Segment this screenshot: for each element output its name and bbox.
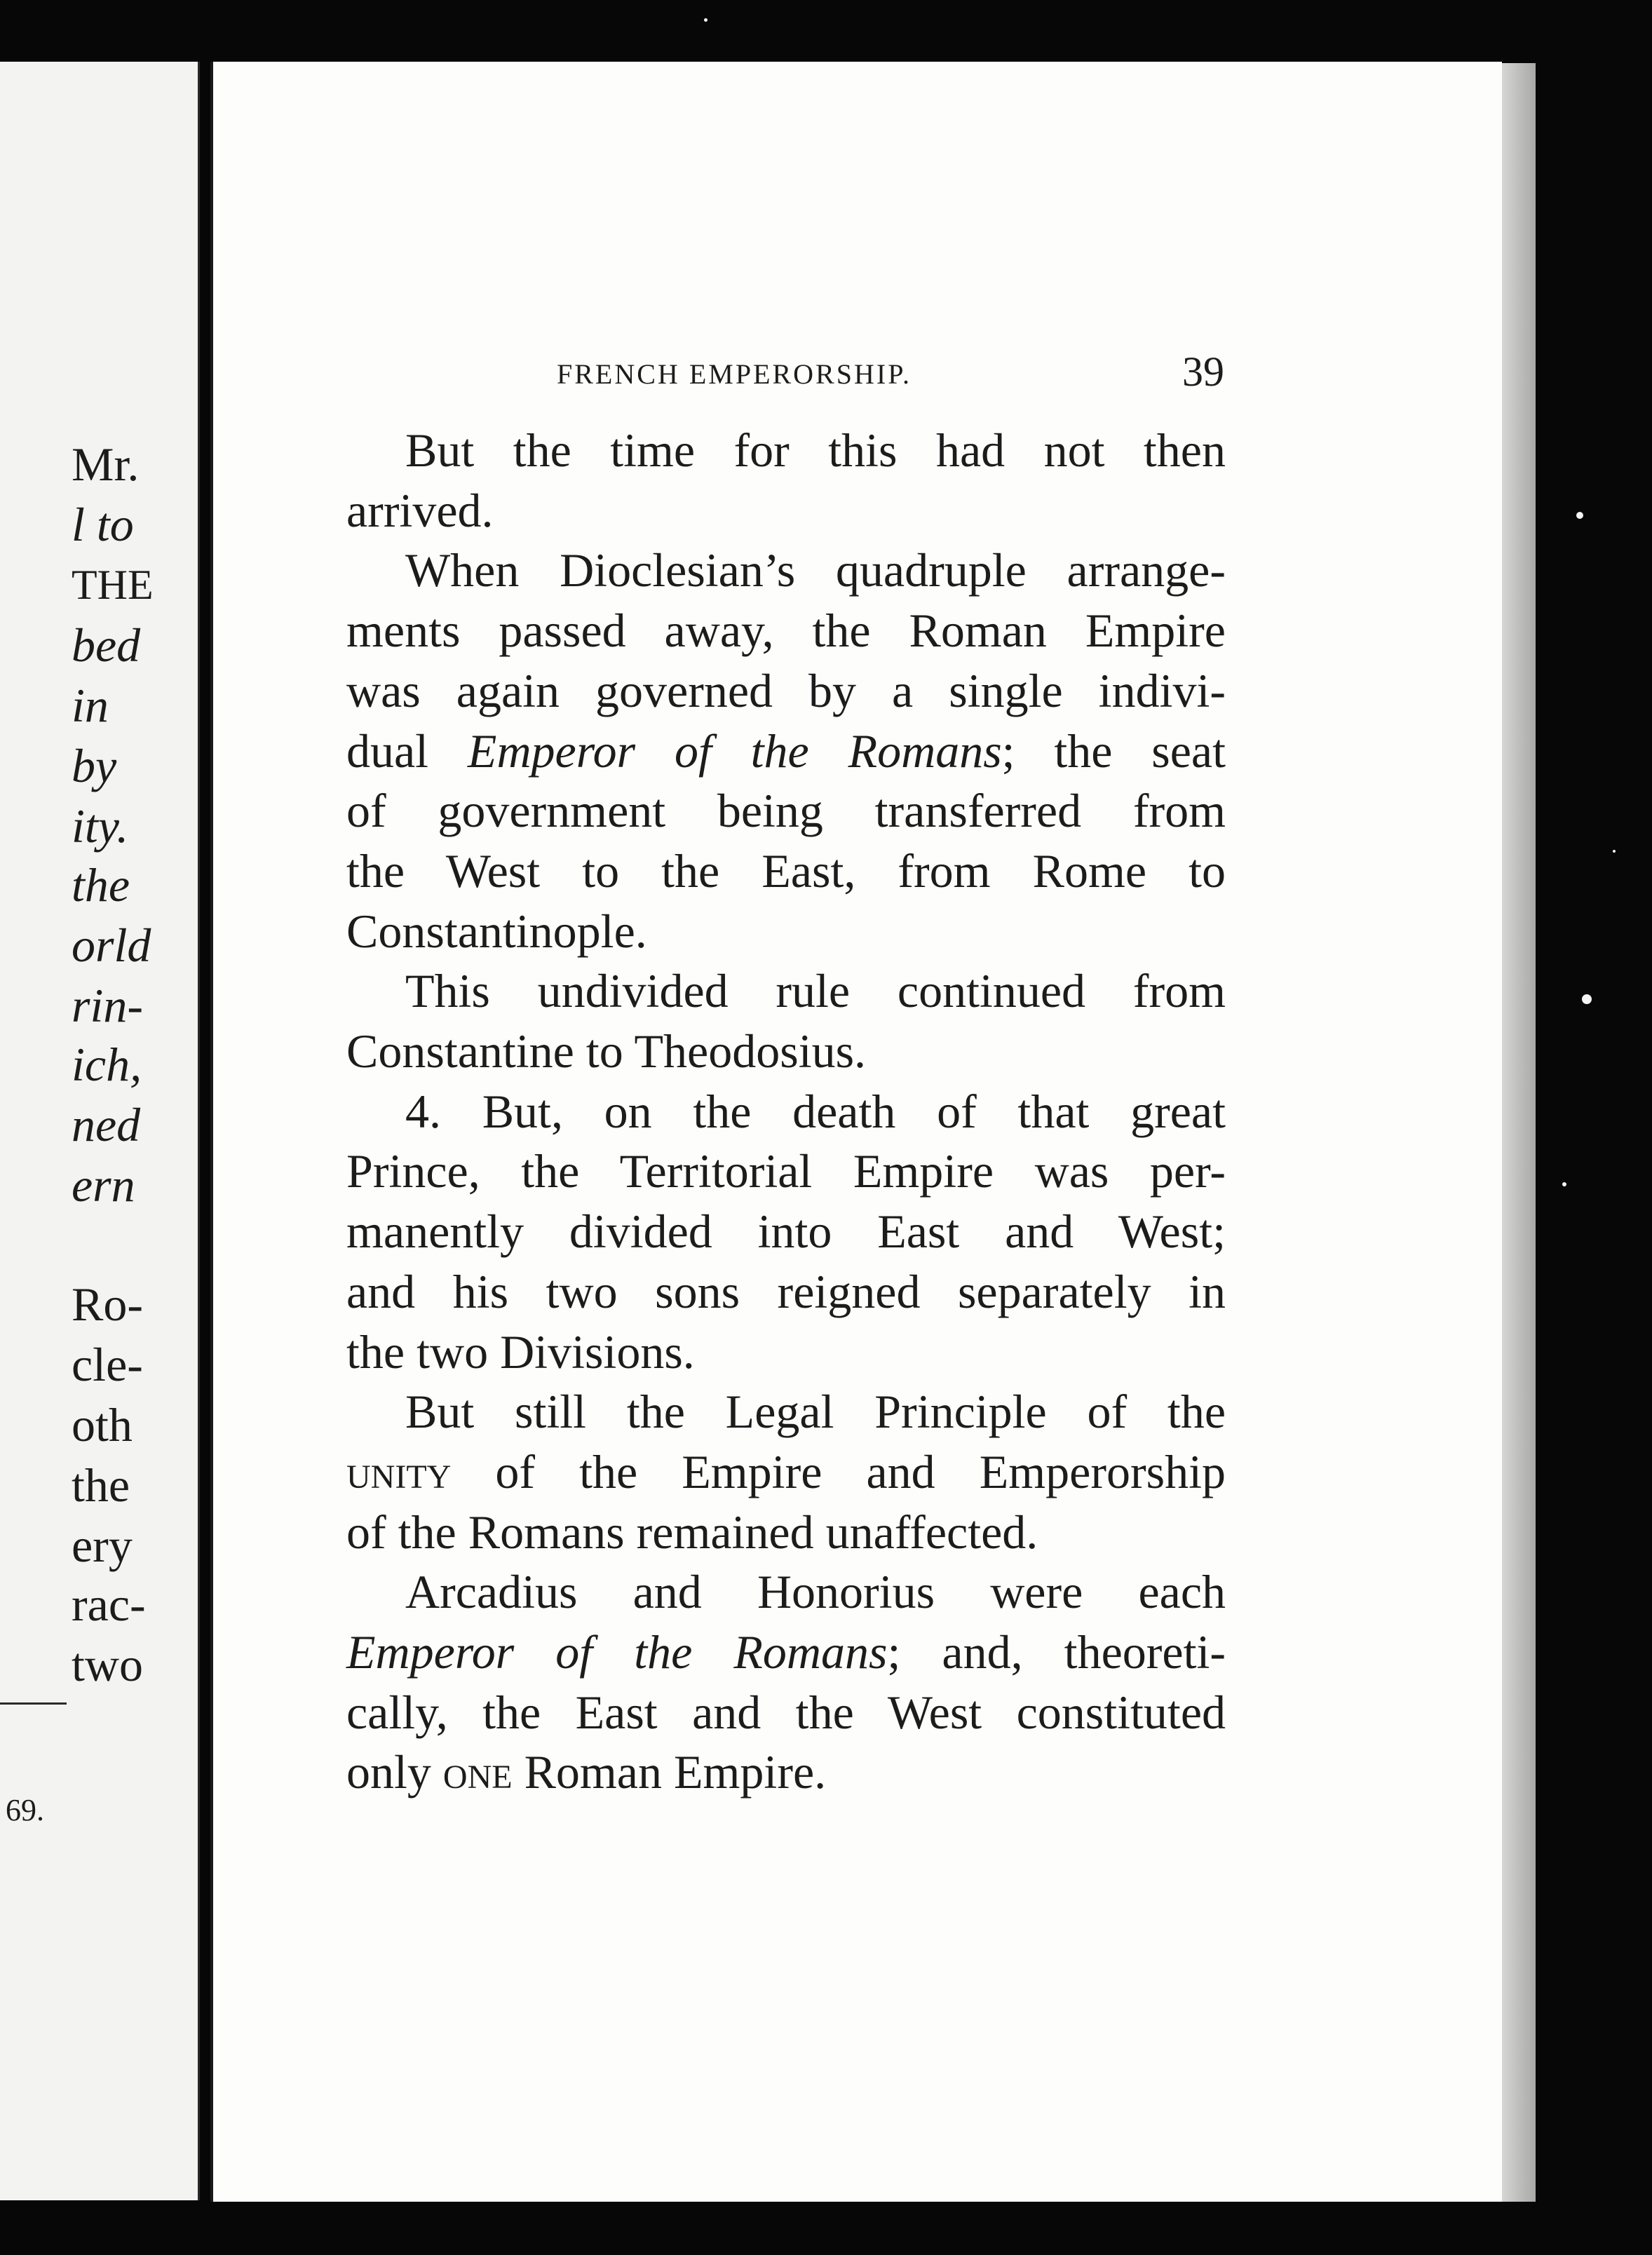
small-caps-text: one <box>442 1745 513 1799</box>
text-run: ; the seat <box>1001 724 1226 778</box>
emphasis-text: Emperor of the Romans <box>346 1625 888 1679</box>
left-line-end: cle- <box>72 1338 143 1391</box>
left-line-end: ery <box>72 1519 133 1572</box>
left-line-end: oth <box>72 1398 133 1451</box>
text-line: This undivided rule continued from <box>405 964 1226 1018</box>
footnote-rule <box>0 1702 67 1705</box>
text-run: only <box>346 1745 443 1799</box>
text-line: ments passed away, the Roman Empire <box>346 604 1226 658</box>
text-line: When Dioclesian’s quadruple arrange- <box>405 543 1226 597</box>
left-line-end: ich, <box>72 1038 142 1091</box>
left-line-end: Ro- <box>72 1278 143 1331</box>
dust-speck <box>1562 1182 1566 1186</box>
text-line <box>346 1442 1226 1503</box>
text-run: ; and, theoreti- <box>887 1625 1226 1679</box>
footnote-fragment: 69. <box>6 1793 44 1827</box>
left-line-end: THE <box>72 562 154 608</box>
text-line: cally, the East and the West constituted <box>346 1685 1226 1739</box>
dust-speck <box>704 18 707 22</box>
left-line-end: by <box>72 739 117 792</box>
text-line: of government being transferred from <box>346 784 1226 838</box>
left-line-end: ity. <box>72 799 129 853</box>
left-line-end: the <box>72 858 130 912</box>
text-line <box>346 722 1226 782</box>
text-line: Constantine to Theodosius. <box>346 1024 867 1078</box>
text-line: the two Divisions. <box>346 1325 695 1379</box>
left-line-end: ern <box>72 1158 135 1212</box>
small-caps-text: unity <box>346 1444 452 1498</box>
text-line: manently divided into East and West; <box>346 1205 1226 1259</box>
left-line-end: in <box>72 679 109 732</box>
body-text <box>346 421 1226 1803</box>
text-line: Constantinople. <box>346 904 647 958</box>
dust-speck <box>1576 512 1583 519</box>
page-edge <box>1502 63 1536 2202</box>
left-line-end: bed <box>72 618 141 672</box>
text-line: 4. But, on the death of that great <box>405 1084 1226 1138</box>
text-run: of the Empire and Emperorship <box>451 1444 1226 1498</box>
text-line: of the Romans remained unaffected. <box>346 1505 1038 1559</box>
text-line: the West to the East, from Rome to <box>346 844 1226 898</box>
text-line: and his two sons reigned separately in <box>346 1264 1226 1318</box>
text-line: Prince, the Territorial Empire was per- <box>346 1144 1226 1198</box>
running-title: FRENCH EMPERORSHIP. <box>557 358 912 390</box>
left-page <box>0 62 200 2200</box>
left-line-end: orld <box>72 919 151 972</box>
left-line-end: two <box>72 1638 143 1691</box>
emphasis-text: Emperor of the Romans <box>467 724 1002 778</box>
left-line-end: Mr. <box>72 438 140 491</box>
text-line: Arcadius and Honorius were each <box>405 1565 1226 1619</box>
text-line: was again governed by a single indivi- <box>346 663 1226 717</box>
left-line-end: the <box>72 1458 130 1512</box>
text-line: arrived. <box>346 483 494 537</box>
left-line-end: rac- <box>72 1578 146 1631</box>
text-line: But the time for this had not then <box>405 424 1226 477</box>
text-line <box>346 1623 1226 1683</box>
left-line-end: l to <box>72 498 134 551</box>
running-head <box>346 348 1224 395</box>
text-line: But still the Legal Principle of the <box>405 1385 1226 1439</box>
dust-speck <box>1582 994 1592 1004</box>
text-run: Roman Empire. <box>512 1745 827 1799</box>
left-line-end: ned <box>72 1098 141 1151</box>
text-line <box>346 1742 1226 1803</box>
dust-speck <box>1613 850 1616 853</box>
text-run: dual <box>346 724 468 778</box>
page-number: 39 <box>1182 348 1224 395</box>
left-line-end: rin- <box>72 979 143 1032</box>
